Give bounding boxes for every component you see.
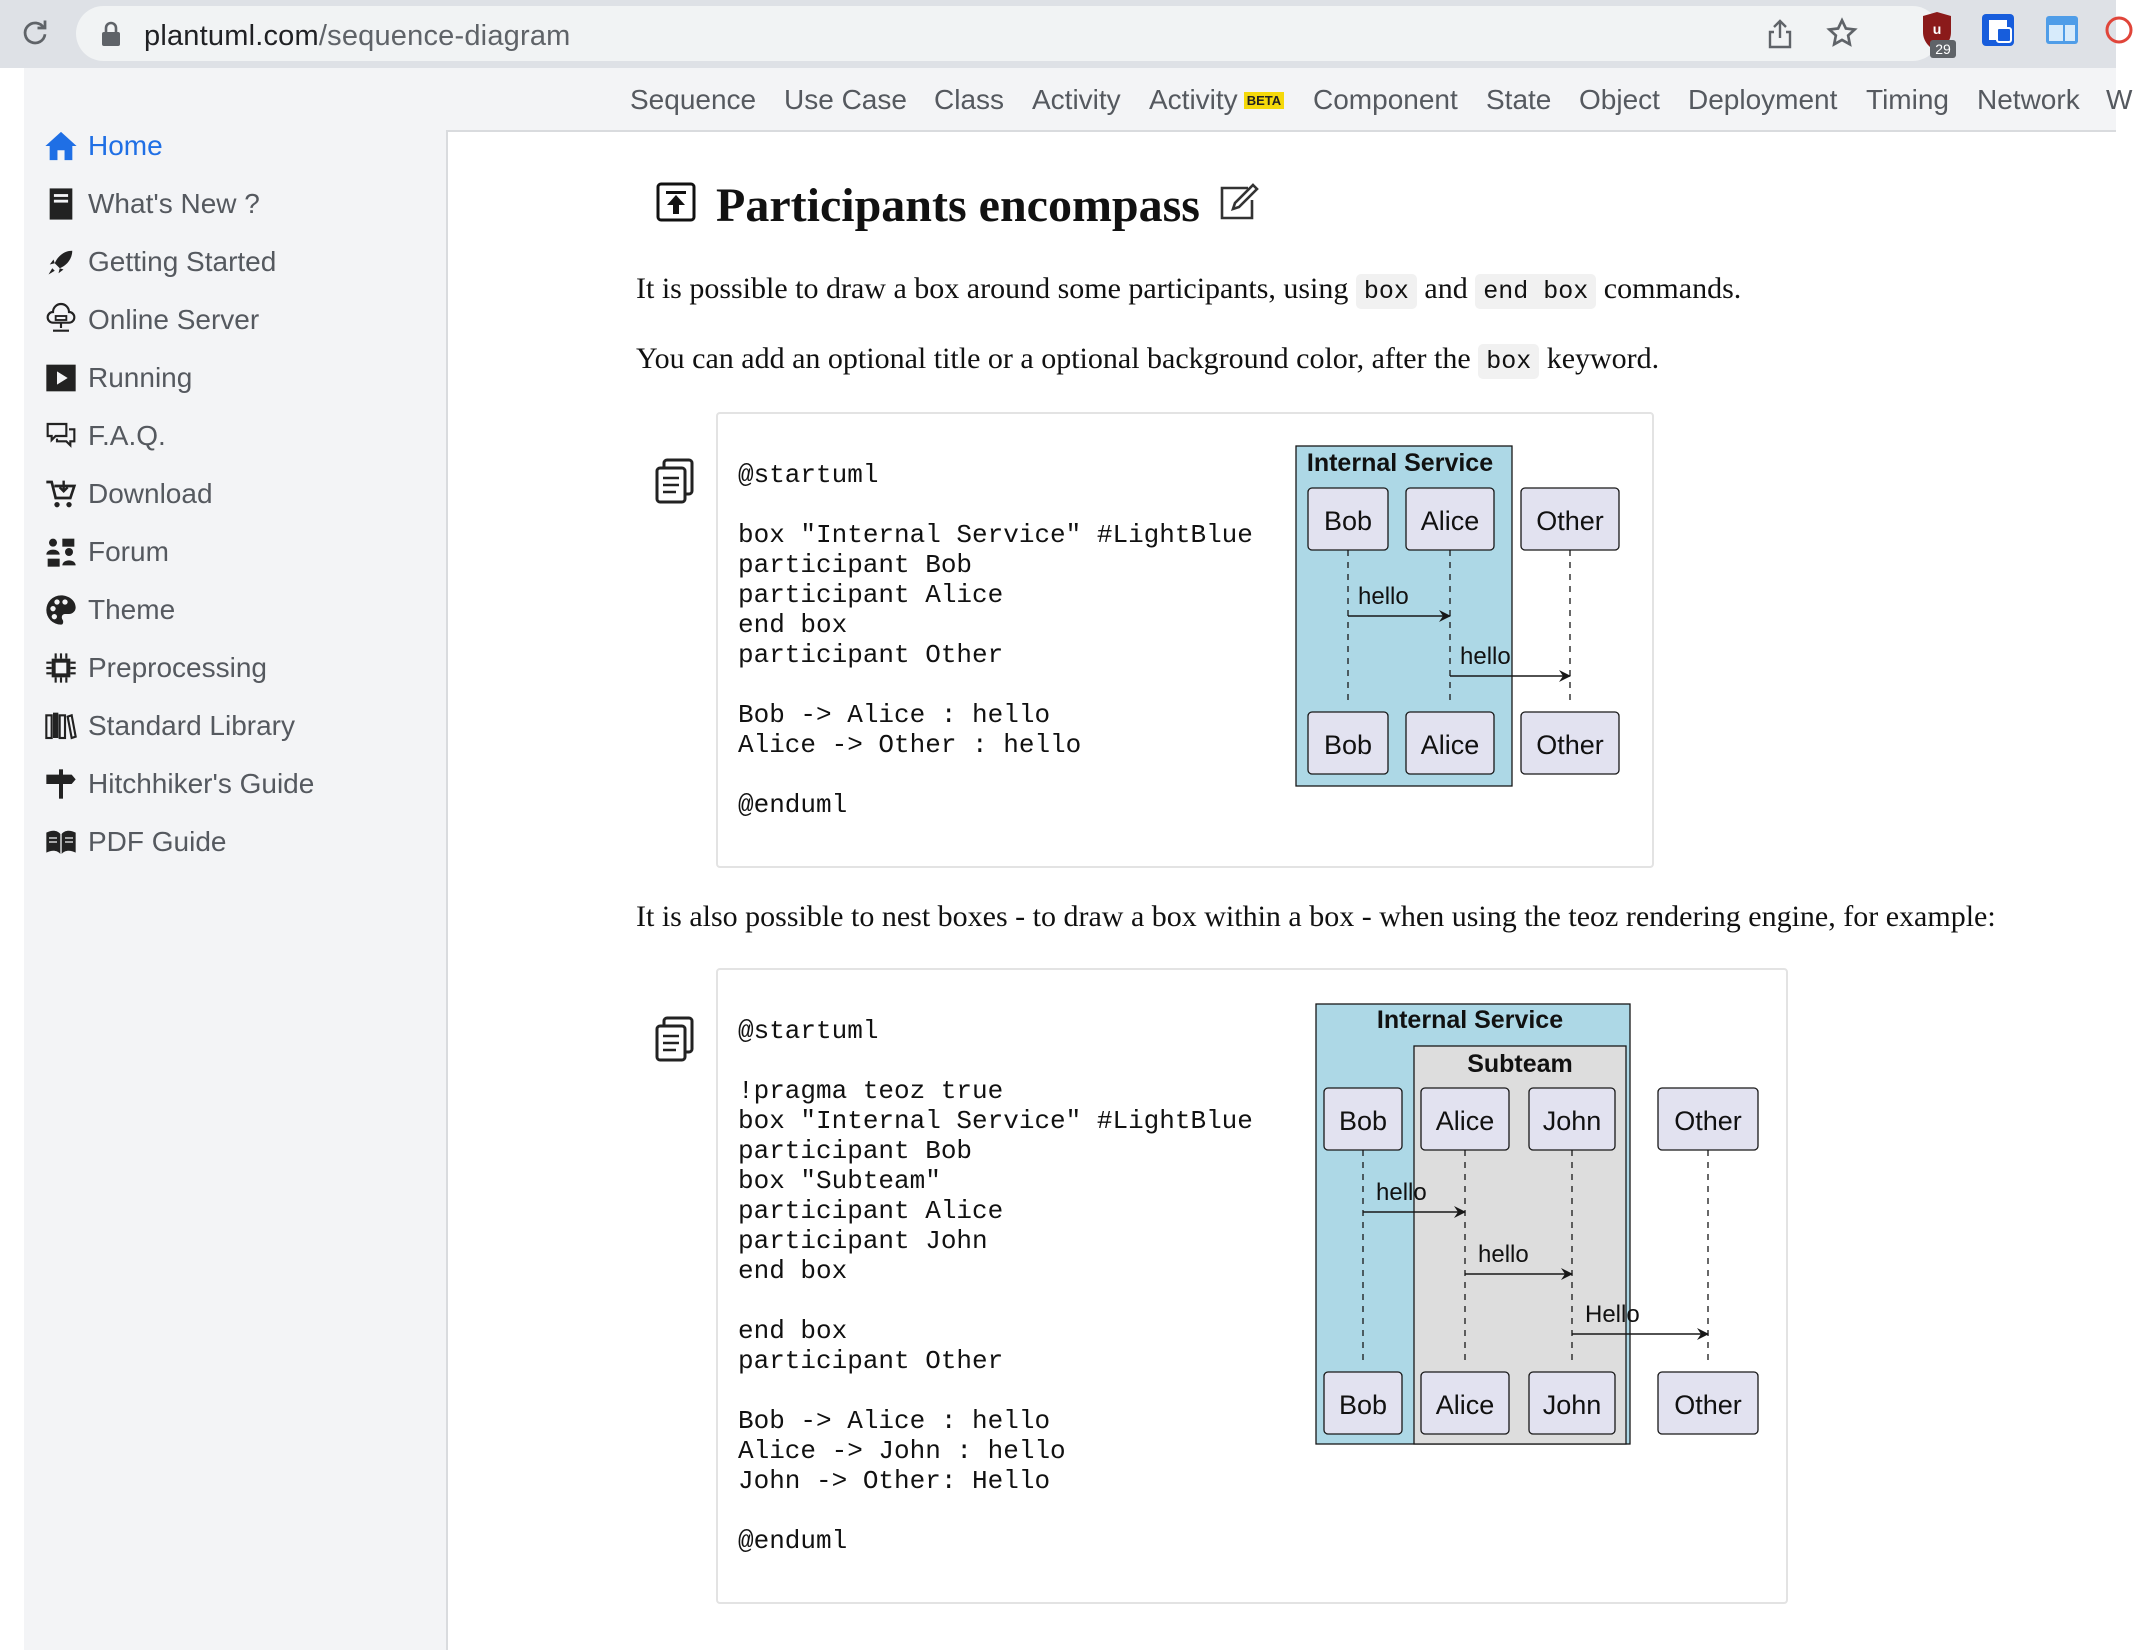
- copy-code-button-2[interactable]: [654, 1016, 696, 1067]
- reload-button[interactable]: [12, 10, 58, 56]
- box-title: Internal Service: [1306, 449, 1494, 477]
- sidebar-item-running[interactable]: [44, 354, 192, 402]
- tab-activity-beta[interactable]: [1149, 84, 1284, 116]
- inline-code: end box: [1475, 274, 1596, 309]
- tab-state[interactable]: State: [1486, 84, 1552, 115]
- document-icon: [44, 187, 78, 221]
- sequence-diagram-2: [1310, 998, 1762, 1450]
- home-icon: [44, 129, 78, 163]
- sidebar-item-label: F.A.Q.: [88, 420, 166, 451]
- participant-label: John: [1542, 1390, 1602, 1420]
- sidebar-item-label: Home: [88, 130, 163, 161]
- sidebar-gutter: [0, 68, 24, 1650]
- message-label-1: hello: [1358, 583, 1409, 610]
- box-title: Internal Service: [1376, 1006, 1564, 1034]
- sidebar-item-label: Standard Library: [88, 710, 296, 741]
- address-bar[interactable]: [76, 6, 1940, 61]
- inline-code: box: [1356, 274, 1417, 309]
- copy-icon: [654, 458, 696, 504]
- tab-timing[interactable]: Timing: [1866, 84, 1949, 115]
- sidebar-item-label: Hitchhiker's Guide: [88, 768, 315, 799]
- svg-text:u: u: [1932, 21, 1942, 37]
- extension-bitwarden[interactable]: [1980, 12, 2018, 50]
- sidebar-item-download[interactable]: [44, 470, 213, 518]
- sidebar-item-label: PDF Guide: [88, 826, 227, 857]
- sidebar-item-online-server[interactable]: [44, 296, 259, 344]
- extension-badge: 29: [1935, 41, 1951, 57]
- subbox-title: Subteam: [1467, 1050, 1573, 1078]
- sidebar-item-theme[interactable]: [44, 586, 175, 634]
- sidebar-item-whats-new[interactable]: [44, 180, 260, 228]
- participant-label: Alice: [1435, 1106, 1495, 1136]
- sidebar-item-getting-started[interactable]: [44, 238, 276, 286]
- tab-sequence[interactable]: Sequence: [630, 84, 757, 115]
- participant-label: Bob: [1338, 1106, 1388, 1136]
- sidebar-item-hitchhikers-guide[interactable]: [44, 760, 314, 808]
- sidebar-item-standard-library[interactable]: [44, 702, 295, 750]
- vault-icon: [1980, 12, 2016, 48]
- participant-label: Alice: [1420, 730, 1480, 760]
- cart-icon: [44, 477, 78, 511]
- participant-label: Other: [1536, 730, 1604, 760]
- sidebar-item-label: Forum: [88, 536, 169, 567]
- tab-partial[interactable]: W: [2106, 84, 2133, 115]
- tab-object[interactable]: Object: [1579, 84, 1660, 115]
- palette-icon: [44, 593, 78, 627]
- message-label-1: hello: [1376, 1179, 1427, 1206]
- extension-partial[interactable]: [2104, 12, 2116, 50]
- message-label-2: hello: [1478, 1241, 1529, 1268]
- sidebar-item-label: Download: [88, 478, 213, 509]
- sequence-diagram-1: [1290, 444, 1626, 790]
- shield-icon: [1918, 12, 1956, 58]
- message-label-2: hello: [1460, 643, 1511, 670]
- sidebar-item-forum[interactable]: [44, 528, 169, 576]
- code-block-2[interactable]: @startuml !pragma teoz true box "Internal Service" #LightBlue participant Bob box "Subteam" participant Alice participant John end box end box participant Other Bob -> Alice : hello Alice -> John : hello John -> Other: Hello @enduml: [738, 1016, 1253, 1556]
- reload-icon: [20, 18, 50, 48]
- tab-class[interactable]: Class: [934, 84, 1005, 115]
- section-title: Participants encompass: [716, 179, 1200, 232]
- extension-window[interactable]: [2044, 12, 2082, 50]
- sidebar-item-home[interactable]: [44, 122, 163, 170]
- tab-component[interactable]: Component: [1313, 84, 1458, 115]
- beta-badge: BETA: [1244, 92, 1284, 109]
- cloud-server-icon: [44, 303, 78, 337]
- browser-toolbar: [0, 0, 2116, 68]
- paragraph-box-options: You can add an optional title or a optional background color, after the box keyword.: [636, 342, 1659, 376]
- message-label-3: Hello: [1585, 1301, 1640, 1328]
- sidebar-item-preprocessing[interactable]: [44, 644, 267, 692]
- circle-icon: [2104, 12, 2134, 48]
- bookmark-star-icon[interactable]: [1826, 17, 1858, 49]
- back-to-top-button[interactable]: [656, 182, 696, 227]
- copy-icon: [654, 1016, 696, 1062]
- sidebar-item-label: Online Server: [88, 304, 260, 335]
- chat-bubbles-icon: [44, 419, 78, 453]
- share-icon[interactable]: [1766, 18, 1794, 50]
- url-text: plantuml.com/sequence-diagram: [144, 20, 571, 52]
- tab-use-case[interactable]: Use Case: [784, 84, 907, 115]
- back-to-top-icon: [656, 182, 696, 222]
- tab-label: Activity: [1149, 84, 1238, 115]
- people-icon: [44, 535, 78, 569]
- extension-ublock[interactable]: [1918, 12, 1956, 57]
- sidebar-item-label: Getting Started: [88, 246, 277, 277]
- participant-label: John: [1542, 1106, 1602, 1136]
- tab-deployment[interactable]: Deployment: [1688, 84, 1838, 115]
- sidebar-item-label: Running: [88, 362, 193, 393]
- sidebar-item-faq[interactable]: [44, 412, 166, 460]
- tab-activity[interactable]: Activity: [1032, 84, 1121, 115]
- sidebar-item-label: What's New ?: [88, 188, 260, 219]
- books-icon: [44, 709, 78, 743]
- sidebar-item-label: Theme: [88, 594, 176, 625]
- participant-label: Alice: [1435, 1390, 1495, 1420]
- sidebar-item-label: Preprocessing: [88, 652, 267, 683]
- open-book-icon: [44, 825, 78, 859]
- paragraph-box-commands: It is possible to draw a box around some participants, using box and end box commands.: [636, 272, 1741, 306]
- edit-icon: [1218, 182, 1258, 222]
- rocket-icon: [44, 245, 78, 279]
- tab-network[interactable]: Network: [1977, 84, 2080, 115]
- paragraph-nested-boxes: It is also possible to nest boxes - to draw a box within a box - when using the teoz rendering engine, for example:: [636, 900, 1996, 933]
- sidebar-item-pdf-guide[interactable]: [44, 818, 227, 866]
- chip-icon: [44, 651, 78, 685]
- participant-label: Alice: [1420, 506, 1480, 536]
- signpost-icon: [44, 767, 78, 801]
- participant-label: Bob: [1323, 730, 1373, 760]
- edit-button[interactable]: [1218, 182, 1258, 227]
- participant-label: Other: [1536, 506, 1604, 536]
- participant-label: Other: [1674, 1390, 1742, 1420]
- window-icon: [2044, 12, 2080, 48]
- code-block-1[interactable]: @startuml box "Internal Service" #LightBlue participant Bob participant Alice end box participant Other Bob -> Alice : hello Alice -> Other : hello @enduml: [738, 460, 1253, 820]
- participant-label: Other: [1674, 1106, 1742, 1136]
- inline-code: box: [1478, 344, 1539, 379]
- play-icon: [44, 361, 78, 395]
- lock-icon: [100, 21, 122, 47]
- participant-label: Bob: [1323, 506, 1373, 536]
- copy-code-button-1[interactable]: [654, 458, 696, 509]
- participant-label: Bob: [1338, 1390, 1388, 1420]
